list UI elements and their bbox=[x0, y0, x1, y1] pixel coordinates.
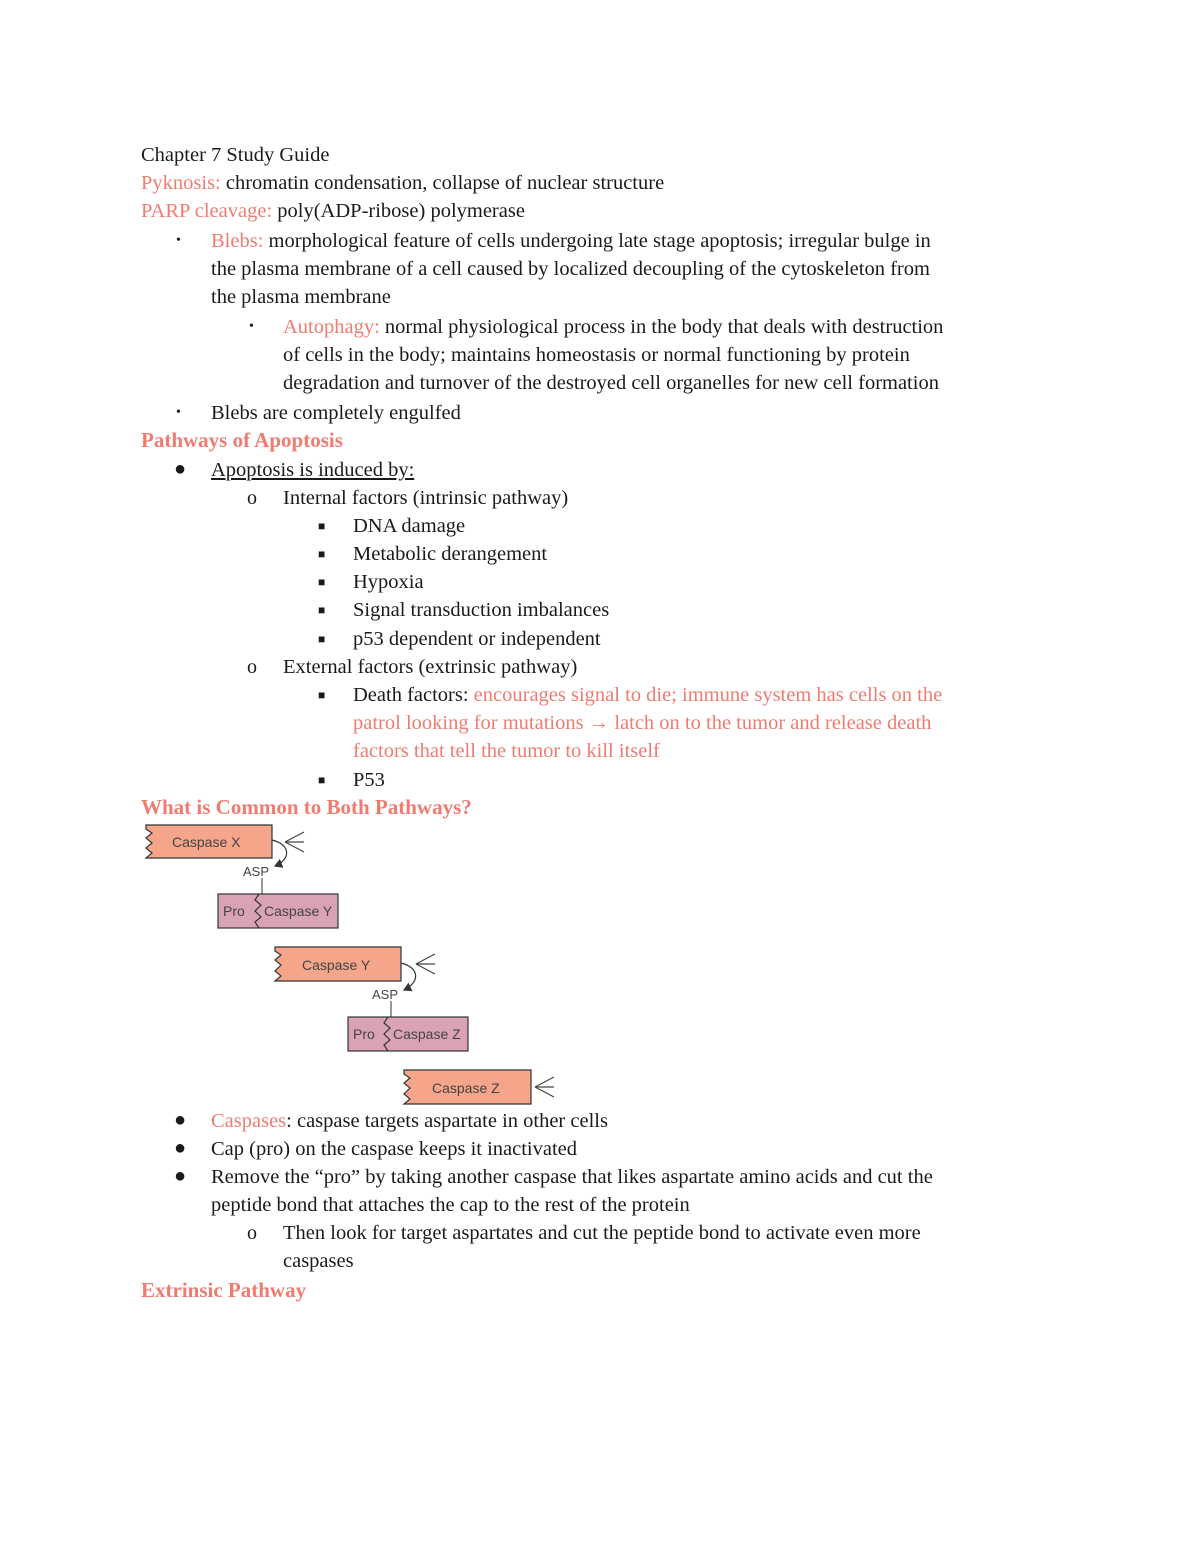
term-label: Blebs: bbox=[211, 230, 264, 252]
bullet-circle: o bbox=[247, 656, 257, 678]
term-definition: : caspase targets aspartate in other cells bbox=[286, 1110, 608, 1132]
text-line: caspases bbox=[283, 1250, 354, 1272]
cleavage-arrow bbox=[401, 963, 416, 990]
text-line: Remove the “pro” by taking another caspase that likes aspartate amino acids and cut the bbox=[211, 1166, 933, 1188]
text-line: the plasma membrane of a cell caused by localized decoupling of the cytoskeleton from bbox=[211, 258, 930, 280]
text-line: Blebs are completely engulfed bbox=[211, 402, 461, 424]
text-line: Cap (pro) on the caspase keeps it inactivated bbox=[211, 1138, 578, 1160]
bullet-dot: • bbox=[176, 233, 181, 248]
bullet-dot: • bbox=[249, 319, 254, 334]
bullet-square: ■ bbox=[318, 575, 326, 589]
term-label: Autophagy: bbox=[283, 316, 380, 338]
list-item: DNA damage bbox=[353, 515, 466, 537]
page-title: Chapter 7 Study Guide bbox=[141, 144, 330, 166]
pro-caspase-y-label: Caspase Y bbox=[264, 903, 333, 919]
term-label: PARP cleavage: bbox=[141, 200, 273, 222]
text-line: the plasma membrane bbox=[211, 286, 391, 308]
scissors-icon bbox=[285, 832, 304, 852]
bullet-square: ■ bbox=[318, 688, 326, 702]
term-label: Caspases bbox=[211, 1110, 287, 1132]
text-line: factors that tell the tumor to kill itself bbox=[353, 740, 660, 762]
term-definition: encourages signal to die; immune system has cells on the bbox=[473, 684, 943, 706]
cleavage-arrow bbox=[272, 840, 287, 866]
bullet-square: ■ bbox=[318, 547, 326, 561]
asp-label: ASP bbox=[372, 987, 399, 1002]
bullet-square: ■ bbox=[318, 632, 326, 646]
term-label: Death factors: bbox=[353, 684, 474, 706]
list-item: p53 dependent or independent bbox=[353, 628, 601, 650]
bullet-circle: o bbox=[247, 487, 257, 509]
pro-label: Pro bbox=[223, 903, 245, 919]
bullet-dot: ● bbox=[174, 1137, 187, 1159]
text-line: Internal factors (intrinsic pathway) bbox=[283, 487, 569, 509]
bullet-square: ■ bbox=[318, 773, 326, 787]
list-item: Signal transduction imbalances bbox=[353, 599, 610, 621]
bullet-dot: ● bbox=[174, 1165, 187, 1187]
section-heading-common: What is Common to Both Pathways? bbox=[141, 795, 472, 819]
asp-label: ASP bbox=[243, 864, 270, 879]
text-line: Apoptosis is induced by: bbox=[211, 459, 415, 481]
text-line: Then look for target aspartates and cut the peptide bond to activate even more bbox=[283, 1222, 921, 1244]
bullet-square: ■ bbox=[318, 519, 326, 533]
bullet-dot: ● bbox=[174, 1109, 187, 1131]
list-item: Hypoxia bbox=[353, 571, 424, 593]
bullet-dot: • bbox=[176, 405, 181, 420]
text-line: External factors (extrinsic pathway) bbox=[283, 656, 578, 678]
bullet-dot: ● bbox=[174, 458, 187, 480]
term-caspases bbox=[211, 1107, 608, 1135]
term-definition: morphological feature of cells undergoing late stage apoptosis; irregular bulge in bbox=[263, 230, 931, 252]
list-item: Metabolic derangement bbox=[353, 543, 548, 565]
pro-label: Pro bbox=[353, 1026, 375, 1042]
list-item: P53 bbox=[353, 769, 385, 791]
bullet-square: ■ bbox=[318, 603, 326, 617]
scissors-icon bbox=[416, 954, 435, 974]
bullet-circle: o bbox=[247, 1222, 257, 1244]
scissors-icon bbox=[535, 1077, 554, 1097]
text-line: peptide bond that attaches the cap to the rest of the protein bbox=[211, 1194, 690, 1216]
pro-caspase-z-label: Caspase Z bbox=[393, 1026, 461, 1042]
term-definition: poly(ADP-ribose) polymerase bbox=[272, 200, 525, 222]
term-label: Pyknosis: bbox=[141, 172, 221, 194]
text-line: degradation and turnover of the destroyed cell organelles for new cell formation bbox=[283, 372, 939, 394]
term-definition: normal physiological process in the body that deals with destruction bbox=[379, 316, 944, 338]
text-line: of cells in the body; maintains homeostasis or normal functioning by protein bbox=[283, 344, 910, 366]
caspase-y-label: Caspase Y bbox=[302, 957, 371, 973]
term-definition: chromatin condensation, collapse of nuclear structure bbox=[220, 172, 665, 194]
caspase-x-label: Caspase X bbox=[172, 834, 241, 850]
text-line: patrol looking for mutations → latch on to the tumor and release death bbox=[353, 712, 932, 734]
section-heading-extrinsic: Extrinsic Pathway bbox=[141, 1278, 307, 1302]
section-heading-pathways: Pathways of Apoptosis bbox=[141, 428, 343, 452]
caspase-z-label: Caspase Z bbox=[432, 1080, 500, 1096]
